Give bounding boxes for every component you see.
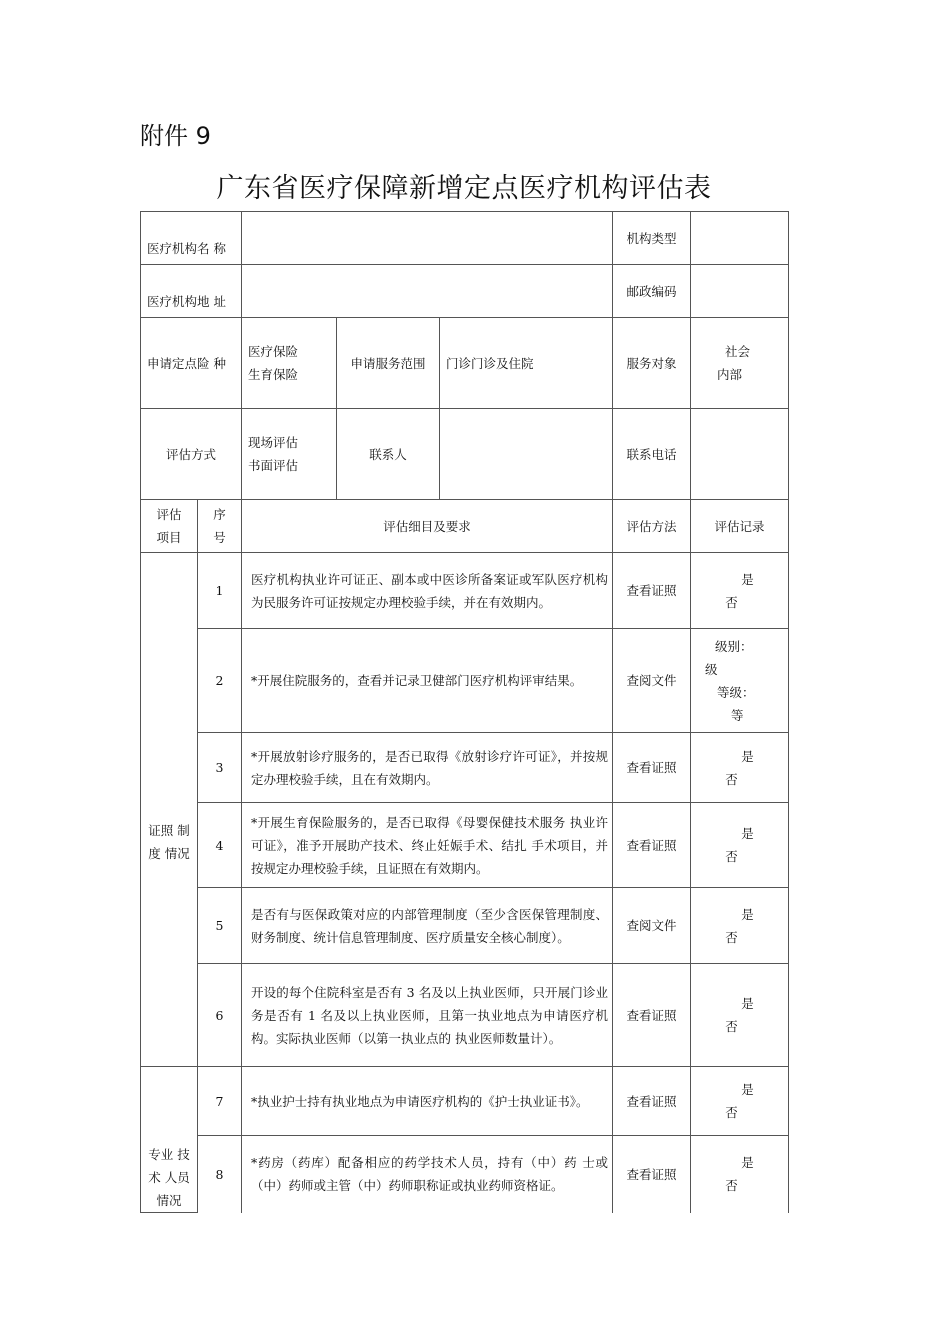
record-no[interactable]: 否 [725,849,738,864]
evaluation-record [691,964,789,1067]
record-level-label: 等级： [717,684,755,700]
column-header-item-line2: 项目 [156,530,182,545]
category-license-system [141,553,198,1067]
evaluation-table [140,211,789,1213]
insurance-type-label: 申请定点险 种 [141,318,242,409]
row-number: 5 [198,888,242,964]
institution-name-label: 医疗机构名 称 [141,212,242,265]
column-header-row [141,500,789,553]
evaluation-method: 查看证照 [613,964,691,1067]
service-scope-value: 门诊门诊及住院 [440,318,613,409]
record-no[interactable]: 否 [725,594,738,610]
record-no[interactable]: 否 [725,771,738,787]
row-evaluation-method [141,409,789,500]
record-yes[interactable]: 是 [741,996,754,1011]
postcode-label: 邮政编码 [613,265,691,318]
row-number: 1 [198,553,242,629]
record-no[interactable]: 否 [725,1178,738,1194]
column-header-seq [198,500,242,553]
record-grade-unit[interactable]: 级 [705,661,718,677]
category-staff-line3: 情况 [156,1193,182,1208]
evaluation-method: 查看证照 [613,553,691,629]
postcode-field[interactable] [691,265,789,318]
requirement-text: *开展住院服务的，查看并记录卫健部门医疗机构评审结果。 [242,629,613,733]
option-written-evaluation[interactable]: 书面评估 [248,458,299,473]
requirement-text: *开展生育保险服务的，是否已取得《母婴保健技术服务 执业许可证》，准予开展助产技术、终止妊娠手术、结扎 手术项目，并按规定办理校验手续，且证照在有效期内。 [242,803,613,888]
attachment-label: 附件 9 [140,122,211,150]
evaluation-method: 查看证照 [613,733,691,803]
institution-address-field[interactable] [242,265,613,318]
record-yes[interactable]: 是 [741,1155,754,1171]
requirement-text: 开设的每个住院科室是否有 3 名及以上执业医师，只开展门诊业务是否有 1 名及以上执业医师，且第一执业地点为申请医疗机构。实际执业医师（以第一执业点的 执业医师数量计）。 [242,964,613,1067]
record-yes[interactable]: 是 [741,571,754,587]
phone-label: 联系电话 [613,409,691,500]
page-title: 广东省医疗保障新增定点医疗机构评估表 [216,173,712,204]
column-header-seq-line2: 号 [213,530,226,545]
table-row [141,1136,789,1213]
table-row [141,803,789,888]
record-no[interactable]: 否 [725,929,738,945]
service-target-options [691,318,789,409]
requirement-text: 是否有与医保政策对应的内部管理制度（至少含医保管理制度、财务制度、统计信息管理制度、医疗质量安全核心制度）。 [242,888,613,964]
column-header-item [141,500,198,553]
requirement-text: *药房（药库）配备相应的药学技术人员，持有（中）药 士或（中）药师或主管（中）药师职称证或执业药师资格证。 [242,1136,613,1213]
record-yes[interactable]: 是 [741,906,754,922]
evaluation-record [691,1067,789,1136]
option-medical-insurance[interactable]: 医疗保险 [248,344,299,359]
evaluation-method: 查看证照 [613,1136,691,1213]
institution-type-field[interactable] [691,212,789,265]
evaluation-method-options [242,409,337,500]
record-level-unit[interactable]: 等 [731,707,744,723]
option-onsite-evaluation[interactable]: 现场评估 [248,435,299,450]
record-no[interactable]: 否 [725,1105,738,1120]
column-header-item-line1: 评估 [156,507,182,522]
service-scope-label: 申请服务范围 [337,318,440,409]
evaluation-method-label: 评估方式 [141,409,242,500]
evaluation-record [691,553,789,629]
row-number: 4 [198,803,242,888]
row-number: 7 [198,1067,242,1136]
category-staff-line2: 术 人员 [148,1170,190,1185]
requirement-text: *执业护士持有执业地点为申请医疗机构的《护士执业证书》。 [242,1067,613,1136]
column-header-record: 评估记录 [691,500,789,553]
table-row [141,1067,789,1136]
option-maternity-insurance[interactable]: 生育保险 [248,367,299,382]
category-staff-line1: 专业 技 [148,1147,190,1162]
institution-address-label: 医疗机构地 址 [141,265,242,318]
table-row [141,629,789,733]
institution-type-label: 机构类型 [613,212,691,265]
evaluation-record [691,1136,789,1213]
category-professional-staff [141,1067,198,1213]
record-yes[interactable]: 是 [741,826,754,841]
table-row [141,888,789,964]
contact-field[interactable] [440,409,613,500]
phone-field[interactable] [691,409,789,500]
service-target-label: 服务对象 [613,318,691,409]
row-number: 3 [198,733,242,803]
evaluation-record [691,629,789,733]
table-row [141,964,789,1067]
evaluation-method: 查看证照 [613,803,691,888]
column-header-seq-line1: 序 [213,507,226,522]
option-internal[interactable]: 内部 [717,367,743,382]
requirement-text: 医疗机构执业许可证正、副本或中医诊所备案证或军队医疗机构为民服务许可证按规定办理校验手续，并在有效期内。 [242,553,613,629]
record-yes[interactable]: 是 [741,748,754,764]
evaluation-method: 查阅文件 [613,629,691,733]
table-row [141,733,789,803]
option-society[interactable]: 社会 [725,344,751,359]
record-yes[interactable]: 是 [741,1082,754,1097]
row-number: 8 [198,1136,242,1213]
table-row [141,553,789,629]
requirement-text: *开展放射诊疗服务的，是否已取得《放射诊疗许可证》，并按规定办理校验手续，且在有效期内。 [242,733,613,803]
category-license-line1: 证照 制 [148,822,190,838]
row-number: 2 [198,629,242,733]
evaluation-method: 查看证照 [613,1067,691,1136]
evaluation-method: 查阅文件 [613,888,691,964]
category-license-line2: 度 情况 [148,845,190,861]
evaluation-record [691,803,789,888]
evaluation-record [691,733,789,803]
institution-name-field[interactable] [242,212,613,265]
row-institution-address [141,265,789,318]
record-grade-label: 级别： [715,638,753,654]
row-number: 6 [198,964,242,1067]
contact-label: 联系人 [337,409,440,500]
row-institution-name [141,212,789,265]
evaluation-record [691,888,789,964]
record-no[interactable]: 否 [725,1019,738,1034]
column-header-method: 评估方法 [613,500,691,553]
column-header-requirements: 评估细目及要求 [242,500,613,553]
insurance-options [242,318,337,409]
row-insurance [141,318,789,409]
